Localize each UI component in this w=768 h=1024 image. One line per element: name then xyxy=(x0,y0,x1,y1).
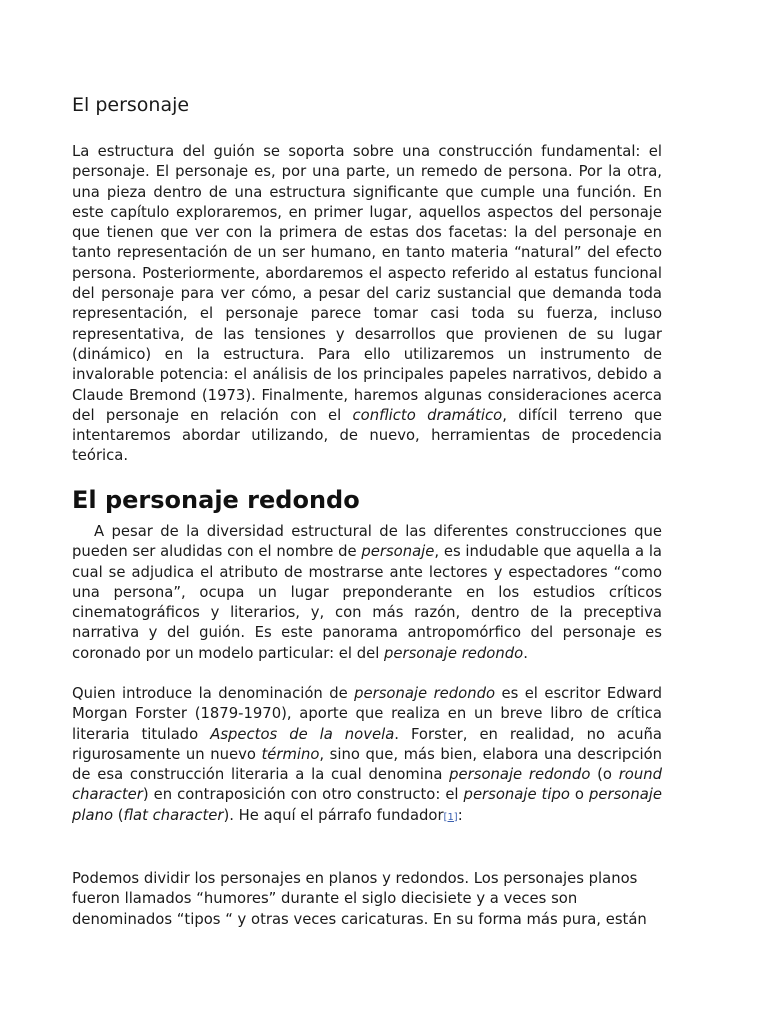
body-paragraph: Quien introduce la denominación de personaje redondo es el escritor Edward Morgan Forster (1879-1970), aporte que realiza en un breve libro de crítica literaria titulado Aspectos de la novela. Forster, en realidad, no acuña rigurosamente un nuevo término, sino que, más bien, elabora una descripción de esa construcción literaria a la cual denomina personaje redondo (o round character) en contraposición con otro constructo: el personaje tipo o personaje plano (flat character). He aquí el párrafo fundador[1]: xyxy=(72,685,663,824)
footnote-link[interactable]: [1] xyxy=(443,811,458,823)
body-paragraph: A pesar de la diversidad estructural de las diferentes construcciones que pueden ser aludidas con el nombre de personaje, es indudable que aquella a la cual se adjudica el atributo de mostrarse ante lectores y espectadores “como una persona”, ocupa un lugar preponderante en los estudios críticos cinematográficos y literarios, y, con más razón, dentro de la preceptiva narrativa y del guión. Es este panorama antropomórfico del personaje es coronado por un modelo particular: el del personaje redondo. xyxy=(72,523,662,662)
section-heading: El personaje xyxy=(72,94,190,116)
quote-paragraph: Podemos dividir los personajes en planos y redondos. Los personajes planos fueron llamados “humores” durante el siglo diecisiete y a veces son denominados “tipos “ y otras veces caricaturas. En su forma más pura, están xyxy=(72,870,647,928)
intro-paragraph: La estructura del guión se soporta sobre una construcción fundamental: el personaje. El personaje es, por una parte, un remedo de persona. Por la otra, una pieza dentro de una estructura significante que cumple una función. En este capítulo exploraremos, en primer lugar, aquellos aspectos del personaje que tienen que ver con la primera de estas dos facetas: la del personaje en tanto representación de un ser humano, en tanto materia “natural” del efecto persona. Posteriormente, abordaremos el aspecto referido al estatus funcional del personaje para ver cómo, a pesar del cariz sustancial que demanda toda representación, el personaje parece tomar casi toda su fuerza, incluso representativa, de las tensiones y desarrollos que provienen de su lugar (dinámico) en la estructura. Para ello utilizaremos un instrumento de invalorable potencia: el análisis de los principales papeles narrativos, debido a Claude Bremond (1973). Finalmente, haremos algunas consideraciones acerca del personaje en relación con el conflicto dramático, difícil terreno que intentaremos abordar utilizando, de nuevo, herramientas de procedencia teórica. xyxy=(72,143,662,465)
subsection-heading: El personaje redondo xyxy=(72,486,360,514)
